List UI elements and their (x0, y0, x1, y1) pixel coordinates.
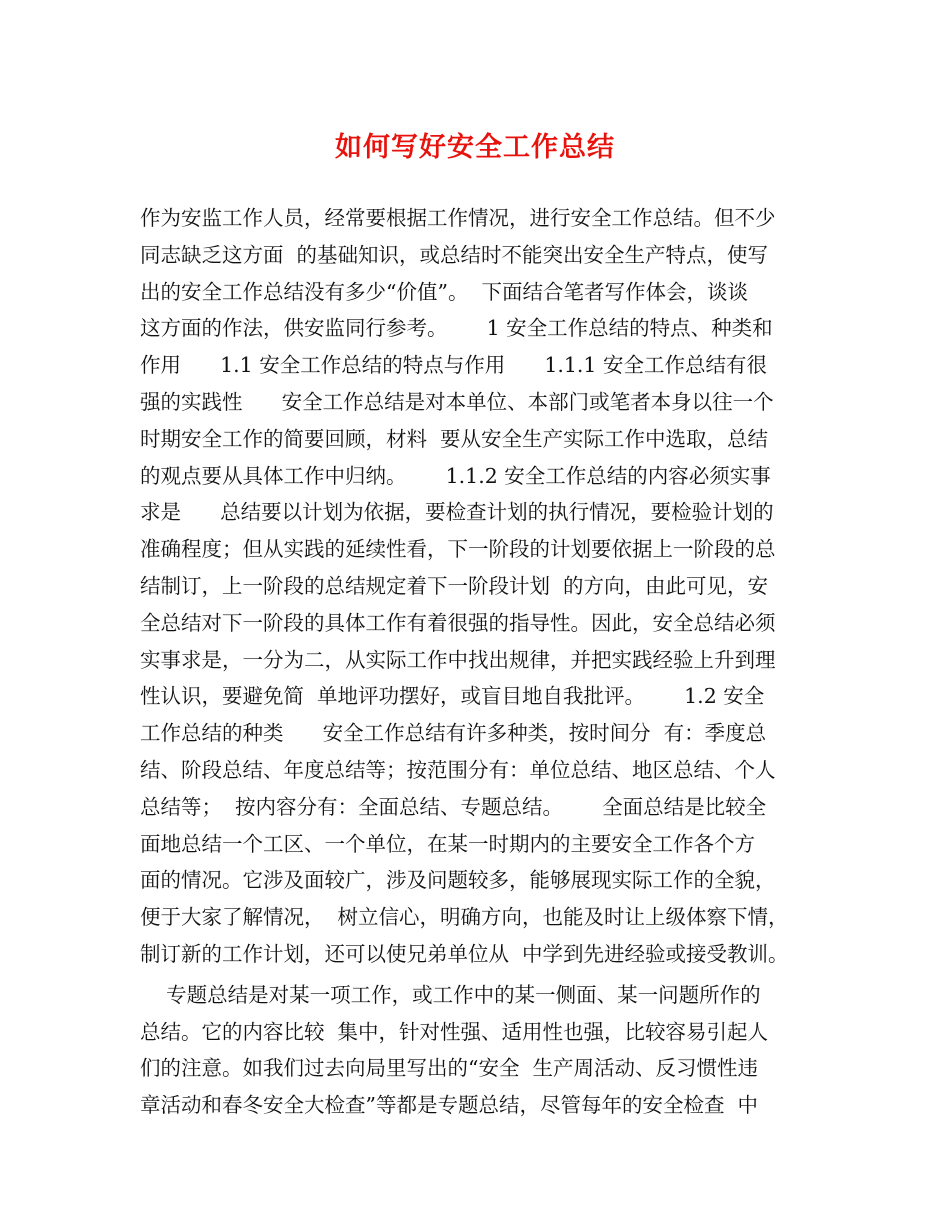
paragraph (140, 977, 820, 1124)
text-line: 作为安监工作人员，经常要根据工作情况，进行安全工作总结。但不少 (140, 206, 776, 230)
text-line: 时期安全工作的简要回顾，材料 要从安全生产实际工作中选取，总结 (140, 426, 769, 451)
text-line: 性认识，要避免简 单地评功摆好，或盲目地自我批评。 1.2 安全 (140, 684, 765, 709)
text-line: 便于大家了解情况， 树立信心，明确方向，也能及时让上级体察下情， (140, 905, 789, 930)
text-line: 结、阶段总结、年度总结等；按范围分有：单位总结、地区总结、个人 (140, 757, 776, 782)
text-line: 总结。它的内容比较 集中，针对性强、适用性也强，比较容易引起人 (140, 1019, 769, 1044)
text-line: 出的安全工作总结没有多少“价值”。 下面结合笔者写作体会，谈谈 (140, 279, 748, 304)
text-line: 强的实践性 安全工作总结是对本单位、本部门或笔者本身以往一个 (140, 389, 774, 414)
document-title: 如何写好安全工作总结 (335, 132, 615, 163)
text-line: 章活动和春冬安全大检查”等都是专题总结，尽管每年的安全检查 中 (140, 1093, 759, 1118)
text-line: 专题总结是对某一项工作，或工作中的某一侧面、某一问题所作的 (140, 982, 761, 1007)
text-line: 工作总结的种类 安全工作总结有许多种类，按时间分 有：季度总 (140, 721, 767, 746)
text-line: 总结等； 按内容分有：全面总结、专题总结。 全面总结是比较全 (140, 794, 767, 819)
text-line: 准确程度；但从实践的延续性看，下一阶段的计划要依据上一阶段的总 (140, 537, 776, 562)
text-line: 们的注意。如我们过去向局里写出的“安全 生产周活动、反习惯性违 (140, 1056, 759, 1081)
text-line: 作用 1.1 安全工作总结的特点与作用 1.1.1 安全工作总结有很 (140, 353, 767, 378)
text-line: 结制订，上一阶段的总结规定着下一阶段计划 的方向，由此可见，安 (140, 573, 769, 598)
text-line: 这方面的作法，供安监同行参考。 1 安全工作总结的特点、种类和 (140, 316, 773, 341)
document-body (140, 200, 820, 1124)
text-line: 实事求是，一分为二，从实际工作中找出规律，并把实践经验上升到理 (140, 647, 776, 672)
text-line: 面地总结一个工区、一个单位，在某一时期内的主要安全工作各个方 (140, 831, 755, 856)
paragraph (140, 200, 820, 973)
text-line: 面的情况。它涉及面较广，涉及问题较多，能够展现实际工作的全貌， (140, 868, 776, 893)
text-line: 的观点要从具体工作中归纳。 1.1.2 安全工作总结的内容必须实事 (140, 463, 771, 488)
text-line: 求是 总结要以计划为依据，要检查计划的执行情况，要检验计划的 (140, 500, 774, 525)
text-line: 全总结对下一阶段的具体工作有着很强的指导性。因此，安全总结必须 (140, 610, 776, 635)
text-line: 同志缺乏这方面 的基础知识，或总结时不能突出安全生产特点，使写 (140, 242, 769, 267)
text-line: 制订新的工作计划，还可以使兄弟单位从 中学到先进经验或接受教训。 (140, 941, 789, 966)
